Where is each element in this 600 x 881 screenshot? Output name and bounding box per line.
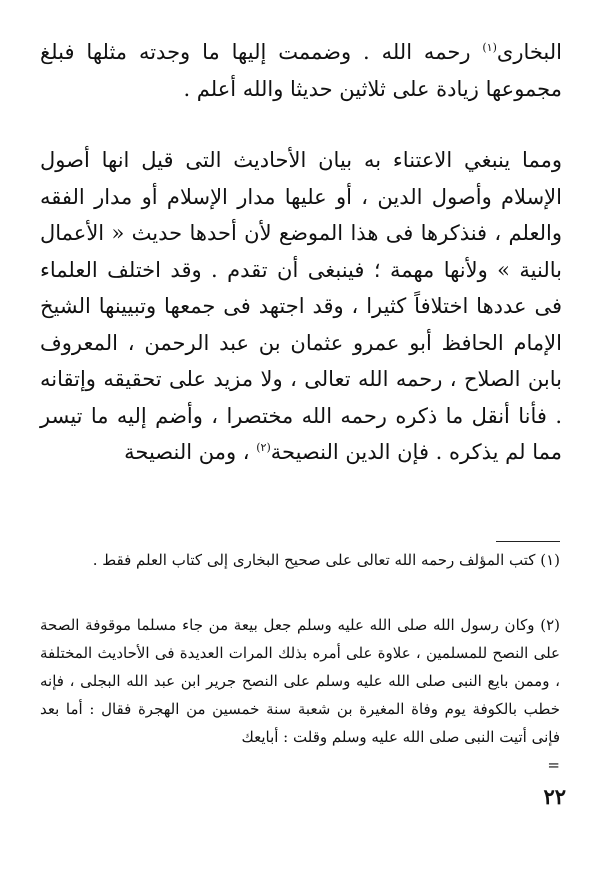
- footnote-2: [40, 611, 560, 779]
- footnote-1: (١) كتب المؤلف رحمه الله تعالى على صحيح البخارى إلى كتاب العلم فقط .: [92, 551, 560, 569]
- footnote-reference-2: (٢): [256, 441, 271, 454]
- footnote-reference-1: (١): [482, 41, 497, 54]
- page-number: ٢٢: [543, 784, 566, 809]
- paragraph-text: البخارى: [496, 40, 562, 64]
- paragraph-text: رحمه الله . وضممت إليها ما وجدته مثلها فبلغ مجموعها زيادة على ثلاثين حديثا والله أعلم .: [40, 40, 562, 101]
- paragraph-continuation: [40, 34, 562, 107]
- paragraph-text: ، ومن النصيحة: [124, 440, 257, 464]
- paragraph-text: ومما ينبغي الاعتناء به بيان الأحاديث التى قيل انها أصول الإسلام وأصول الدين ، أو عليها مدار الإسلام أو مدار الفقه والعلم ، فنذكرها فى هذا الموضع لأن أحدها حديث « الأعمال بالنية » ولأنها مهمة ؛ فينبغى أن تقدم . وقد اختلف العلماء فى عددها اختلافاً كثيرا ، وقد اجتهد فى جمعها وتبيينها الشيخ الإمام الحافظ أبو عمرو عثمان بن عبد الرحمن ، المعروف بابن الصلاح ، رحمه الله تعالى ، ولا مزيد على تحقيقه وإتقانه . فأنا أنقل ما ذكره رحمه الله مختصرا ، وأضم إليه ما تيسر مما لم يذكره . فإن الدين النصيحة: [40, 148, 562, 464]
- footnote-separator: [496, 541, 560, 542]
- paragraph-main: [40, 142, 562, 471]
- continuation-mark: =: [547, 756, 560, 774]
- footnote-2-text: (٢) وكان رسول الله صلى الله عليه وسلم جعل بيعة من جاء مسلما موقوفة الصحة على النصح للمسلمين ، علاوة على أمره بذلك المرات العديدة فى الأحاديث المختلفة ، وممن بايع النبى صلى الله عليه وسلم على النصح جرير ابن عبد الله البجلى ، فإنه خطب بالكوفة يوم وفاة المغيرة بن شعبة سنة خمسين من الهجرة فقال : أما بعد فإنى أتيت النبى صلى الله عليه وسلم وقلت : أبايعك: [40, 616, 560, 746]
